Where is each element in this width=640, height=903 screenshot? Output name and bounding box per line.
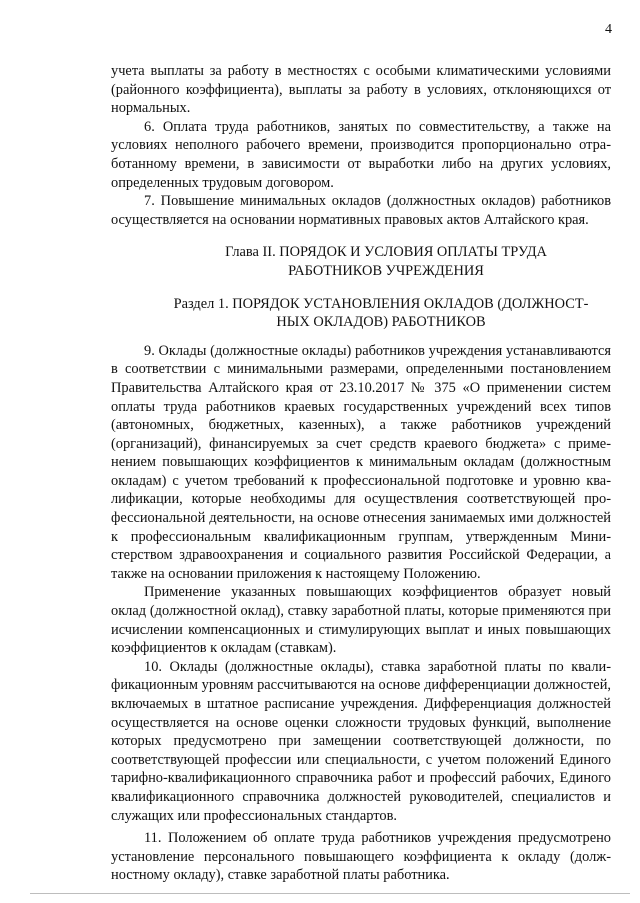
- section-heading-line-1: Раздел 1. ПОРЯДОК УСТАНОВЛЕНИЯ ОКЛАДОВ (ДОЛЖНОСТ-: [173, 295, 589, 312]
- paragraph-7: 7. Повышение минимальных окладов (должностных окладов) работников осуществляется на основании нормативных правовых актов Алтайского края.: [111, 193, 611, 228]
- paragraph-11: 11. Положением об оплате труда работников учреждения предусмотрено установление персонального повышающего коэффициента к окладу (должностному окладу), ставке заработной платы работника.: [111, 830, 611, 884]
- paragraph-10: 10. Оклады (должностные оклады), ставка заработной платы по квалификационным уровням рассчитываются на основе дифференциации должностей, включаемых в штатное расписание учреждения. Дифференциация должностей осуществляется на основе оценки сложности трудовых функций, выполнение которых предусмотрено при замещении соответствующей должности, по соответствующей профессии или специальности, с учетом положений Единого тарифно-квалификационного справочника работ и профессий рабочих, Единого квалификационного справочника должностей руководителей, специалистов и служащих или профессиональных стандартов.: [111, 658, 611, 824]
- chapter-heading: [111, 243, 611, 280]
- chapter-heading-line-1: Глава II. ПОРЯДОК И УСЛОВИЯ ОПЛАТЫ ТРУДА: [225, 244, 547, 261]
- paragraph-continuation: учета выплаты за работу в местностях с особыми климатическими условиями (районного коэффициента), выплаты за работу в условиях, отклоняющихся от нормальных.: [111, 63, 611, 117]
- section-heading: [111, 295, 611, 332]
- section-heading-line-2: НЫХ ОКЛАДОВ) РАБОТНИКОВ: [276, 314, 486, 331]
- paragraph-9: 9. Оклады (должностные оклады) работников учреждения устанавливаются в соответствии с минимальными размерами, определенными постановлением Правительства Алтайского края от 23.10.2017 № 375 «О применении систем оплаты труда работников краевых государственных учреждений всех типов (автономных, бюджетных, казенных), а также работников учреждений (организаций), финансируемых за счет средств краевого бюджета» с применением повышающих коэффициентов к минимальным окладам (должностным окладам) с учетом требований к профессиональной подготовке и уровню квалификации, которые необходимы для осуществления соответствующей профессиональной деятельности, на основе отнесения занимаемых ими должностей к профессиональным квалификационным группам, утвержденным Министерством здравоохранения и социального развития Российской Федерации, а также на основании приложения к настоящему Положению.: [111, 342, 611, 582]
- page-number: 4: [605, 22, 612, 37]
- document-body: [111, 62, 611, 885]
- scan-edge-line: [30, 893, 630, 894]
- paragraph-6: 6. Оплата труда работников, занятых по совместительству, а также на условиях неполного рабочего времени, производится пропорционально отработанному времени, в зависимости от выработки либо на других условиях, определенных трудовым договором.: [111, 118, 611, 191]
- chapter-heading-line-2: РАБОТНИКОВ УЧРЕЖДЕНИЯ: [288, 262, 484, 279]
- paragraph-9-application: Применение указанных повышающих коэффициентов образует новый оклад (должностной оклад), ставку заработной платы, которые применяются при исчислении компенсационных и стимулирующих выплат и иных повышающих коэффициентов к окладам (ставкам).: [111, 584, 611, 657]
